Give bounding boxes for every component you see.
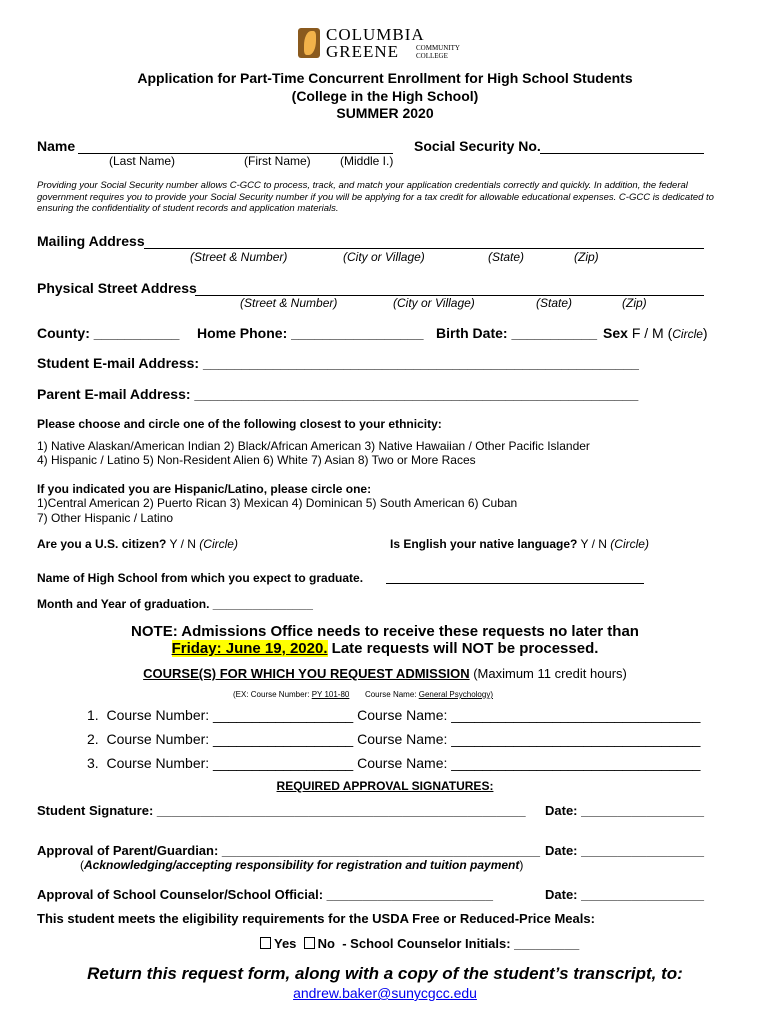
citizen-question[interactable]: Are you a U.S. citizen? Y / N (Circle) [37,537,238,551]
hispanic-options-1[interactable]: 1)Central American 2) Puerto Rican 3) Mexican 4) Dominican 5) South American 6) Cuban [37,496,518,510]
usda-answer-row [260,936,579,951]
first-name-caption: (First Name) [244,154,311,168]
physical-city-caption: (City or Village) [393,296,475,310]
course-row-2[interactable]: 2. Course Number: __________________ Course Name: ________________________________ [87,731,701,747]
ssn-label: Social Security No. [414,138,541,154]
birth-date-field[interactable]: Birth Date: ___________ [436,325,598,341]
mailing-zip-caption: (Zip) [574,250,599,264]
usda-question: This student meets the eligibility requirements for the USDA Free or Reduced-Price Meals: [37,911,595,926]
form-subtitle: (College in the High School) [291,88,479,104]
form-term: SUMMER 2020 [336,105,434,121]
middle-initial-caption: (Middle I.) [340,154,394,168]
mailing-street-caption: (Street & Number) [190,250,288,264]
return-instructions: Return this request form, along with a copy of the student’s transcript, to: [87,964,683,983]
course-row-1[interactable]: 1. Course Number: __________________ Course Name: ________________________________ [87,707,701,723]
hispanic-options-2[interactable]: 7) Other Hispanic / Latino [37,511,174,525]
no-label: No [317,936,335,951]
ssn-field[interactable] [540,153,704,154]
mailing-address-field[interactable] [144,248,704,249]
ssn-notice: Providing your Social Security number allows C-GCC to process, track, and match your application credentials correctly and quickly. In addition, the federal government requires you to provide your Social Security number if you will be applying for a tax credit for allowable educational expenses. C-GCC is dedicated to ensuring the confidentiality of student records and application materials. [37,180,714,214]
no-checkbox[interactable] [304,937,315,949]
ethnicity-options-2[interactable]: 4) Hispanic / Latino 5) Non-Resident Alien 6) White 7) Asian 8) Two or More Races [37,453,476,467]
ethnicity-prompt: Please choose and circle one of the following closest to your ethnicity: [37,417,442,431]
physical-zip-caption: (Zip) [622,296,647,310]
physical-address-label: Physical Street Address [37,280,197,296]
courses-heading: COURSE(S) FOR WHICH YOU REQUEST ADMISSION (Maximum 11 credit hours) [143,666,627,681]
logo-line1: COLUMBIA [326,25,425,44]
counselor-date-field[interactable]: Date: _________________ [545,887,705,902]
logo-line2: GREENE [326,42,400,61]
high-school-label: Name of High School from which you expect to graduate. [37,571,364,585]
sex-field[interactable]: Sex F / M (Circle) [603,325,708,341]
course-example: (EX: Course Number: PY 101-80 Course Name: General Psychology) [233,690,493,699]
yes-checkbox[interactable] [260,937,271,949]
graduation-field[interactable]: Month and Year of graduation. _______________ [37,597,313,611]
return-email-link[interactable]: andrew.baker@sunycgcc.edu [293,985,477,1001]
student-signature-field[interactable]: Student Signature: ___________________________________________________ [37,803,526,818]
ethnicity-options-1[interactable]: 1) Native Alaskan/American Indian 2) Black/African American 3) Native Hawaiian / Other Pacific Islander [37,439,590,453]
physical-street-caption: (Street & Number) [240,296,338,310]
logo-sub: COMMUNITY COLLEGE [416,44,460,60]
mailing-address-label: Mailing Address [37,233,145,249]
mailing-state-caption: (State) [488,250,525,264]
physical-state-caption: (State) [536,296,573,310]
yes-label: Yes [274,936,297,951]
parent-email-field[interactable]: Parent E-mail Address: _________________________________________________________ [37,386,639,402]
course-row-3[interactable]: 3. Course Number: __________________ Course Name: ________________________________ [87,755,701,771]
student-date-field[interactable]: Date: _________________ [545,803,705,818]
counselor-signature-field[interactable]: Approval of School Counselor/School Official: _______________________ [37,887,493,902]
counselor-initials-field[interactable]: - School Counselor Initials: _________ [342,936,580,951]
approvals-heading: REQUIRED APPROVAL SIGNATURES: [276,779,494,793]
parent-responsibility-note: (Acknowledging/accepting responsibility for registration and tuition payment) [80,858,524,872]
parent-signature-field[interactable]: Approval of Parent/Guardian: ____________________________________________ [37,843,541,858]
home-phone-field[interactable]: Home Phone: _________________ [197,325,424,341]
deadline-line: Friday: June 19, 2020. Late requests will NOT be processed. [171,640,599,657]
hispanic-prompt: If you indicated you are Hispanic/Latino, please circle one: [37,482,372,496]
name-label: Name [37,138,76,154]
last-name-caption: (Last Name) [109,154,176,168]
parent-date-field[interactable]: Date: _________________ [545,843,705,858]
student-email-field[interactable]: Student E-mail Address: ________________________________________________________ [37,355,639,371]
deadline-note: NOTE: Admissions Office needs to receive these requests no later than [131,623,639,640]
deadline-date: Friday: June 19, 2020. [171,640,328,657]
english-question[interactable]: Is English your native language? Y / N (Circle) [390,537,649,551]
form-title: Application for Part-Time Concurrent Enrollment for High School Students [137,70,633,86]
high-school-field[interactable] [386,583,644,584]
county-field[interactable]: County: ___________ [37,325,180,341]
return-email-wrap [0,985,770,1001]
mailing-city-caption: (City or Village) [343,250,425,264]
